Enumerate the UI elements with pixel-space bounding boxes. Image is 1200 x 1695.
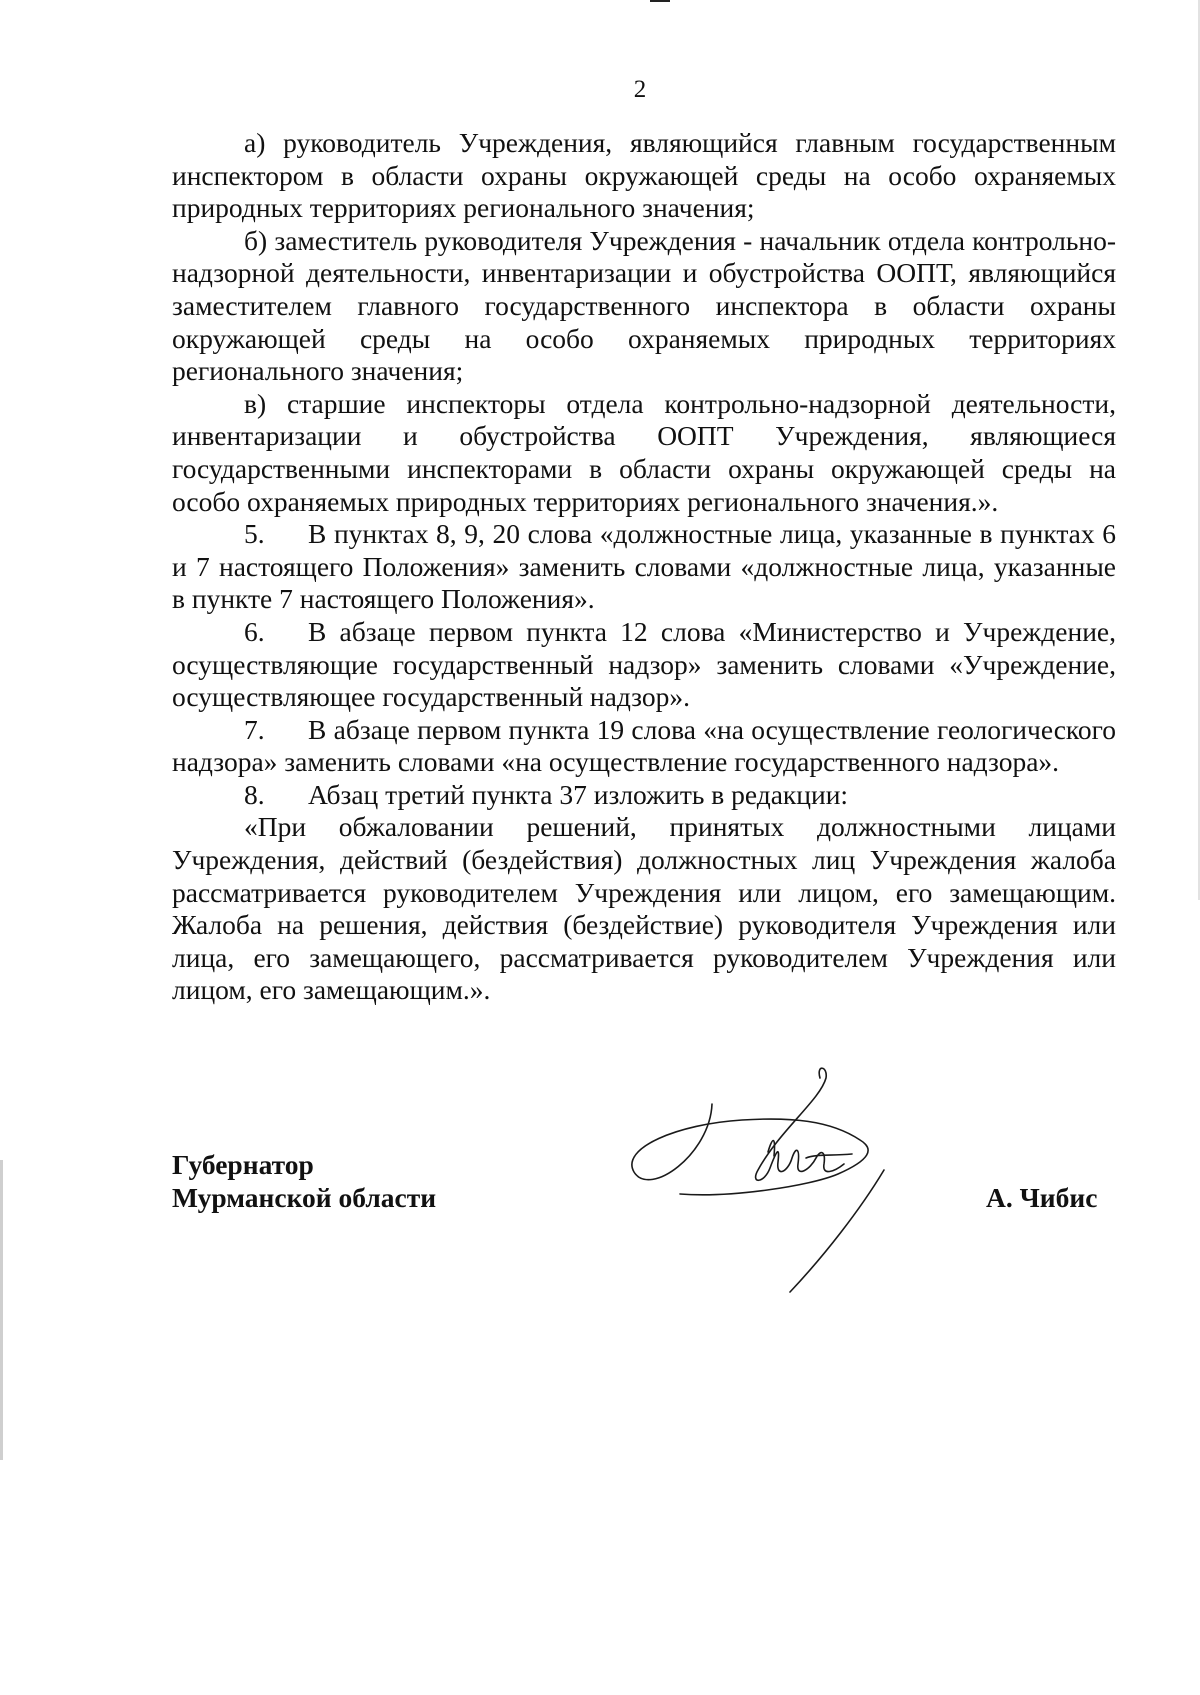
handwritten-signature — [620, 1060, 920, 1300]
signatory-title-line-1: Губернатор — [172, 1149, 314, 1180]
page-number: 2 — [633, 76, 647, 103]
quoted-paragraph: «При обжаловании решений, принятых должностными лицами Учреждения, действий (бездействия) должностных лиц Учреждения жалоба рассматривается руководителем Учреждения или лицом, его замещающим. Жалоба на решения, действия (бездействие) руководителя Учреждения или лица, его замещающего, рассматривается руководителем Учреждения или лицом, его замещающим.». — [172, 811, 1116, 1006]
numbered-item-8 — [172, 779, 1116, 812]
paragraph-c: в) старшие инспекторы отдела контрольно-надзорной деятельности, инвентаризации и обустройства ООПТ Учреждения, являющиеся государственными инспекторами в области охраны окружающей среды на особо охраняемых природных территориях регионального значения.». — [172, 387, 1116, 517]
item-number: 6. — [244, 615, 265, 647]
paragraph-a: а) руководитель Учреждения, являющийся главным государственным инспектором в области охраны окружающей среды на особо охраняемых природных территориях регионального значения; — [172, 127, 1116, 224]
item-number: 7. — [244, 713, 265, 745]
numbered-item-7 — [172, 714, 1116, 779]
scan-mark — [650, 0, 670, 2]
document-body — [172, 127, 1116, 1007]
scan-edge — [0, 1160, 3, 1460]
item-text: В абзаце первом пункта 12 слова «Министерство и Учреждение, осуществляющие государственный надзор» заменить словами «Учреждение, осуществляющее государственный надзор». — [172, 615, 1116, 713]
item-text: Абзац третий пункта 37 изложить в редакции: — [308, 778, 849, 810]
signatory-title — [172, 1148, 436, 1214]
numbered-item-5 — [172, 518, 1116, 616]
item-text: В абзаце первом пункта 19 слова «на осуществление геологического надзора» заменить словами «на осуществление государственного надзора». — [172, 713, 1116, 778]
numbered-item-6 — [172, 616, 1116, 714]
paragraph-b: б) заместитель руководителя Учреждения - начальник отдела контрольно-надзорной деятельности, инвентаризации и обустройства ООПТ, являющийся заместителем главного государственного инспектора в области охраны окружающей среды на особо охраняемых природных территориях регионального значения; — [172, 224, 1116, 387]
signatory-name: А. Чибис — [986, 1182, 1098, 1213]
item-text: В пунктах 8, 9, 20 слова «должностные лица, указанные в пунктах 6 и 7 настоящего Положения» заменить словами «должностные лица, указанные в пункте 7 настоящего Положения». — [172, 518, 1116, 615]
signatory-title-line-2: Мурманской области — [172, 1182, 437, 1213]
item-number: 5. — [244, 518, 265, 550]
item-number: 8. — [244, 778, 265, 810]
